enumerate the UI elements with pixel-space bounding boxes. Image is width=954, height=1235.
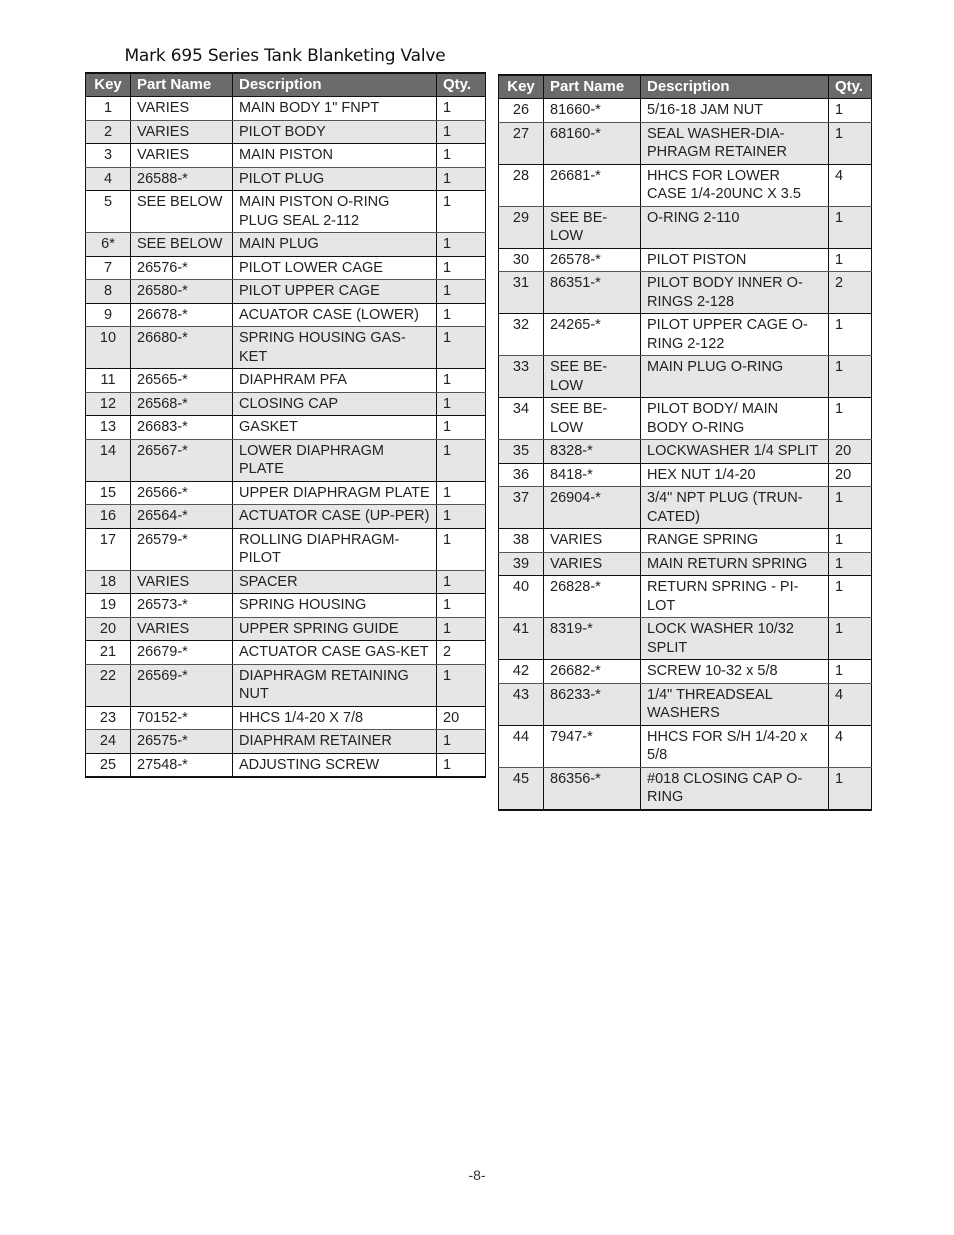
- cell-key: 5: [86, 191, 131, 233]
- cell-part-name: 26567-*: [131, 439, 233, 481]
- cell-qty: 1: [437, 392, 486, 416]
- cell-part-name: 86233-*: [544, 683, 641, 725]
- cell-part-name: SEE BE-LOW: [544, 398, 641, 440]
- cell-key: 14: [86, 439, 131, 481]
- cell-description: ROLLING DIAPHRAGM-PILOT: [233, 528, 437, 570]
- table-row: [499, 272, 872, 314]
- cell-key: 12: [86, 392, 131, 416]
- cell-part-name: 8418-*: [544, 463, 641, 487]
- cell-description: PILOT BODY: [233, 120, 437, 144]
- cell-part-name: 8328-*: [544, 440, 641, 464]
- cell-part-name: 24265-*: [544, 314, 641, 356]
- cell-qty: 1: [437, 369, 486, 393]
- table-row: [86, 144, 486, 168]
- table-row: [499, 122, 872, 164]
- cell-qty: 20: [829, 463, 872, 487]
- cell-description: GASKET: [233, 416, 437, 440]
- table-row: [499, 487, 872, 529]
- cell-key: 38: [499, 529, 544, 553]
- cell-description: LOWER DIAPHRAGM PLATE: [233, 439, 437, 481]
- cell-qty: 1: [437, 505, 486, 529]
- cell-key: 16: [86, 505, 131, 529]
- table-row: [499, 660, 872, 684]
- cell-key: 43: [499, 683, 544, 725]
- cell-description: HHCS FOR S/H 1/4-20 x 5/8: [641, 725, 829, 767]
- cell-part-name: 8319-*: [544, 618, 641, 660]
- cell-description: DIAPHRAGM RETAINING NUT: [233, 664, 437, 706]
- cell-key: 45: [499, 767, 544, 810]
- cell-qty: 1: [829, 767, 872, 810]
- cell-qty: 1: [437, 664, 486, 706]
- cell-description: CLOSING CAP: [233, 392, 437, 416]
- cell-key: 40: [499, 576, 544, 618]
- table-row: [499, 314, 872, 356]
- cell-description: ACTUATOR CASE GAS-KET: [233, 641, 437, 665]
- cell-description: MAIN PISTON O-RING PLUG SEAL 2-112: [233, 191, 437, 233]
- cell-key: 41: [499, 618, 544, 660]
- cell-part-name: VARIES: [131, 570, 233, 594]
- cell-key: 17: [86, 528, 131, 570]
- cell-part-name: 86351-*: [544, 272, 641, 314]
- cell-key: 18: [86, 570, 131, 594]
- cell-part-name: VARIES: [131, 144, 233, 168]
- cell-key: 44: [499, 725, 544, 767]
- cell-qty: 1: [829, 576, 872, 618]
- table-row: [499, 618, 872, 660]
- cell-part-name: 26680-*: [131, 327, 233, 369]
- cell-qty: 1: [437, 439, 486, 481]
- cell-qty: 1: [437, 144, 486, 168]
- cell-part-name: SEE BELOW: [131, 191, 233, 233]
- cell-description: MAIN PLUG: [233, 233, 437, 257]
- cell-description: PILOT BODY/ MAIN BODY O-RING: [641, 398, 829, 440]
- cell-key: 29: [499, 206, 544, 248]
- cell-description: UPPER SPRING GUIDE: [233, 617, 437, 641]
- cell-part-name: VARIES: [131, 617, 233, 641]
- cell-qty: 1: [437, 753, 486, 777]
- cell-part-name: 26569-*: [131, 664, 233, 706]
- table-row: [499, 248, 872, 272]
- cell-qty: 1: [829, 487, 872, 529]
- table-row: [86, 280, 486, 304]
- cell-key: 15: [86, 481, 131, 505]
- cell-part-name: SEE BE-LOW: [544, 356, 641, 398]
- table-row: [86, 392, 486, 416]
- cell-qty: 1: [437, 120, 486, 144]
- table-row: [86, 641, 486, 665]
- column-header-part-name: Part Name: [131, 73, 233, 97]
- table-row: [86, 594, 486, 618]
- column-header-key: Key: [86, 73, 131, 97]
- cell-key: 23: [86, 706, 131, 730]
- table-row: [86, 730, 486, 754]
- cell-part-name: 26564-*: [131, 505, 233, 529]
- cell-qty: 1: [437, 730, 486, 754]
- cell-key: 3: [86, 144, 131, 168]
- table-row: [86, 303, 486, 327]
- cell-key: 30: [499, 248, 544, 272]
- cell-part-name: 26568-*: [131, 392, 233, 416]
- cell-part-name: 68160-*: [544, 122, 641, 164]
- cell-key: 19: [86, 594, 131, 618]
- cell-description: SPRING HOUSING GAS-KET: [233, 327, 437, 369]
- cell-description: DIAPHRAM RETAINER: [233, 730, 437, 754]
- cell-part-name: 26579-*: [131, 528, 233, 570]
- cell-key: 1: [86, 97, 131, 121]
- cell-key: 24: [86, 730, 131, 754]
- cell-qty: 1: [829, 618, 872, 660]
- cell-qty: 20: [437, 706, 486, 730]
- cell-description: O-RING 2-110: [641, 206, 829, 248]
- cell-qty: 1: [437, 97, 486, 121]
- column-header-key: Key: [499, 75, 544, 99]
- table-row: [86, 256, 486, 280]
- cell-description: HEX NUT 1/4-20: [641, 463, 829, 487]
- table-row: [499, 529, 872, 553]
- cell-part-name: 26904-*: [544, 487, 641, 529]
- cell-description: SCREW 10-32 x 5/8: [641, 660, 829, 684]
- table-row: [499, 164, 872, 206]
- cell-description: DIAPHRAM PFA: [233, 369, 437, 393]
- cell-part-name: 26566-*: [131, 481, 233, 505]
- cell-qty: 1: [829, 356, 872, 398]
- cell-part-name: VARIES: [544, 552, 641, 576]
- cell-key: 39: [499, 552, 544, 576]
- page-number: -8-: [468, 1167, 486, 1183]
- table-row: [499, 683, 872, 725]
- table-row: [86, 528, 486, 570]
- cell-description: MAIN RETURN SPRING: [641, 552, 829, 576]
- cell-key: 36: [499, 463, 544, 487]
- cell-description: PILOT PISTON: [641, 248, 829, 272]
- cell-qty: 1: [437, 481, 486, 505]
- table-row: [86, 327, 486, 369]
- cell-qty: 1: [437, 617, 486, 641]
- cell-qty: 4: [829, 683, 872, 725]
- cell-key: 7: [86, 256, 131, 280]
- cell-description: UPPER DIAPHRAGM PLATE: [233, 481, 437, 505]
- table-row: [499, 767, 872, 810]
- cell-key: 13: [86, 416, 131, 440]
- cell-key: 34: [499, 398, 544, 440]
- cell-description: #018 CLOSING CAP O-RING: [641, 767, 829, 810]
- cell-description: SPACER: [233, 570, 437, 594]
- cell-key: 4: [86, 167, 131, 191]
- cell-key: 28: [499, 164, 544, 206]
- cell-description: 5/16-18 JAM NUT: [641, 99, 829, 123]
- cell-qty: 1: [437, 191, 486, 233]
- column-header-qty: Qty.: [437, 73, 486, 97]
- table-row: [86, 120, 486, 144]
- cell-key: 11: [86, 369, 131, 393]
- cell-qty: 1: [829, 248, 872, 272]
- cell-key: 6*: [86, 233, 131, 257]
- table-row: [499, 440, 872, 464]
- cell-key: 42: [499, 660, 544, 684]
- cell-part-name: SEE BE-LOW: [544, 206, 641, 248]
- table-row: [86, 505, 486, 529]
- page-title: Mark 695 Series Tank Blanketing Valve: [124, 46, 446, 66]
- table-row: [86, 753, 486, 777]
- table-row: [499, 463, 872, 487]
- table-row: [499, 99, 872, 123]
- parts-table-left: [85, 72, 486, 778]
- cell-key: 8: [86, 280, 131, 304]
- cell-qty: 1: [437, 416, 486, 440]
- cell-key: 22: [86, 664, 131, 706]
- cell-description: RANGE SPRING: [641, 529, 829, 553]
- cell-description: MAIN PISTON: [233, 144, 437, 168]
- cell-qty: 1: [437, 233, 486, 257]
- table-row: [86, 191, 486, 233]
- cell-description: ACTUATOR CASE (UP-PER): [233, 505, 437, 529]
- cell-qty: 1: [829, 529, 872, 553]
- table-row: [86, 570, 486, 594]
- cell-description: PILOT PLUG: [233, 167, 437, 191]
- cell-qty: 1: [829, 122, 872, 164]
- cell-qty: 1: [437, 594, 486, 618]
- cell-description: LOCKWASHER 1/4 SPLIT: [641, 440, 829, 464]
- cell-part-name: 26681-*: [544, 164, 641, 206]
- cell-part-name: 26679-*: [131, 641, 233, 665]
- cell-description: RETURN SPRING - PI-LOT: [641, 576, 829, 618]
- cell-part-name: 70152-*: [131, 706, 233, 730]
- table-row: [86, 97, 486, 121]
- cell-part-name: 26580-*: [131, 280, 233, 304]
- cell-key: 31: [499, 272, 544, 314]
- cell-part-name: VARIES: [131, 120, 233, 144]
- cell-description: PILOT BODY INNER O-RINGS 2-128: [641, 272, 829, 314]
- column-header-description: Description: [233, 73, 437, 97]
- cell-part-name: 26573-*: [131, 594, 233, 618]
- table-row: [86, 481, 486, 505]
- cell-qty: 1: [829, 398, 872, 440]
- cell-key: 9: [86, 303, 131, 327]
- cell-description: 1/4" THREADSEAL WASHERS: [641, 683, 829, 725]
- cell-part-name: 26575-*: [131, 730, 233, 754]
- cell-key: 2: [86, 120, 131, 144]
- cell-key: 26: [499, 99, 544, 123]
- parts-table-right: [498, 74, 872, 811]
- cell-qty: 2: [829, 272, 872, 314]
- cell-part-name: 7947-*: [544, 725, 641, 767]
- cell-description: SPRING HOUSING: [233, 594, 437, 618]
- table-row: [86, 416, 486, 440]
- cell-key: 35: [499, 440, 544, 464]
- cell-part-name: 26565-*: [131, 369, 233, 393]
- cell-key: 25: [86, 753, 131, 777]
- table-row: [499, 206, 872, 248]
- cell-description: PILOT UPPER CAGE: [233, 280, 437, 304]
- cell-part-name: 26683-*: [131, 416, 233, 440]
- cell-part-name: 26828-*: [544, 576, 641, 618]
- cell-part-name: 26588-*: [131, 167, 233, 191]
- table-row: [86, 233, 486, 257]
- cell-qty: 1: [437, 167, 486, 191]
- column-header-description: Description: [641, 75, 829, 99]
- table-header-row: [86, 73, 486, 97]
- cell-qty: 1: [437, 303, 486, 327]
- cell-description: LOCK WASHER 10/32 SPLIT: [641, 618, 829, 660]
- cell-part-name: 81660-*: [544, 99, 641, 123]
- cell-part-name: SEE BELOW: [131, 233, 233, 257]
- table-row: [86, 369, 486, 393]
- table-row: [499, 725, 872, 767]
- cell-description: HHCS 1/4-20 X 7/8: [233, 706, 437, 730]
- cell-qty: 1: [829, 99, 872, 123]
- cell-qty: 1: [437, 280, 486, 304]
- table-row: [499, 356, 872, 398]
- cell-qty: 2: [437, 641, 486, 665]
- cell-part-name: 27548-*: [131, 753, 233, 777]
- table-header-row: [499, 75, 872, 99]
- cell-key: 20: [86, 617, 131, 641]
- cell-description: 3/4" NPT PLUG (TRUN-CATED): [641, 487, 829, 529]
- column-header-qty: Qty.: [829, 75, 872, 99]
- cell-description: MAIN BODY 1" FNPT: [233, 97, 437, 121]
- cell-qty: 1: [437, 570, 486, 594]
- cell-key: 27: [499, 122, 544, 164]
- cell-part-name: 86356-*: [544, 767, 641, 810]
- cell-part-name: 26682-*: [544, 660, 641, 684]
- cell-part-name: 26576-*: [131, 256, 233, 280]
- cell-qty: 1: [829, 314, 872, 356]
- cell-description: PILOT UPPER CAGE O-RING 2-122: [641, 314, 829, 356]
- cell-description: SEAL WASHER-DIA-PHRAGM RETAINER: [641, 122, 829, 164]
- table-row: [86, 664, 486, 706]
- cell-qty: 1: [437, 327, 486, 369]
- cell-key: 37: [499, 487, 544, 529]
- column-header-part-name: Part Name: [544, 75, 641, 99]
- table-row: [86, 706, 486, 730]
- cell-qty: 4: [829, 164, 872, 206]
- cell-part-name: VARIES: [544, 529, 641, 553]
- cell-part-name: VARIES: [131, 97, 233, 121]
- cell-description: HHCS FOR LOWER CASE 1/4-20UNC X 3.5: [641, 164, 829, 206]
- cell-key: 33: [499, 356, 544, 398]
- cell-description: ADJUSTING SCREW: [233, 753, 437, 777]
- cell-part-name: 26578-*: [544, 248, 641, 272]
- cell-description: MAIN PLUG O-RING: [641, 356, 829, 398]
- cell-qty: 1: [829, 206, 872, 248]
- cell-key: 21: [86, 641, 131, 665]
- cell-description: ACUATOR CASE (LOWER): [233, 303, 437, 327]
- table-row: [499, 576, 872, 618]
- cell-key: 10: [86, 327, 131, 369]
- cell-qty: 1: [829, 660, 872, 684]
- cell-key: 32: [499, 314, 544, 356]
- cell-description: PILOT LOWER CAGE: [233, 256, 437, 280]
- table-row: [499, 552, 872, 576]
- table-row: [499, 398, 872, 440]
- cell-qty: 20: [829, 440, 872, 464]
- cell-qty: 4: [829, 725, 872, 767]
- cell-qty: 1: [437, 528, 486, 570]
- table-row: [86, 167, 486, 191]
- cell-qty: 1: [829, 552, 872, 576]
- table-row: [86, 617, 486, 641]
- table-row: [86, 439, 486, 481]
- cell-part-name: 26678-*: [131, 303, 233, 327]
- cell-qty: 1: [437, 256, 486, 280]
